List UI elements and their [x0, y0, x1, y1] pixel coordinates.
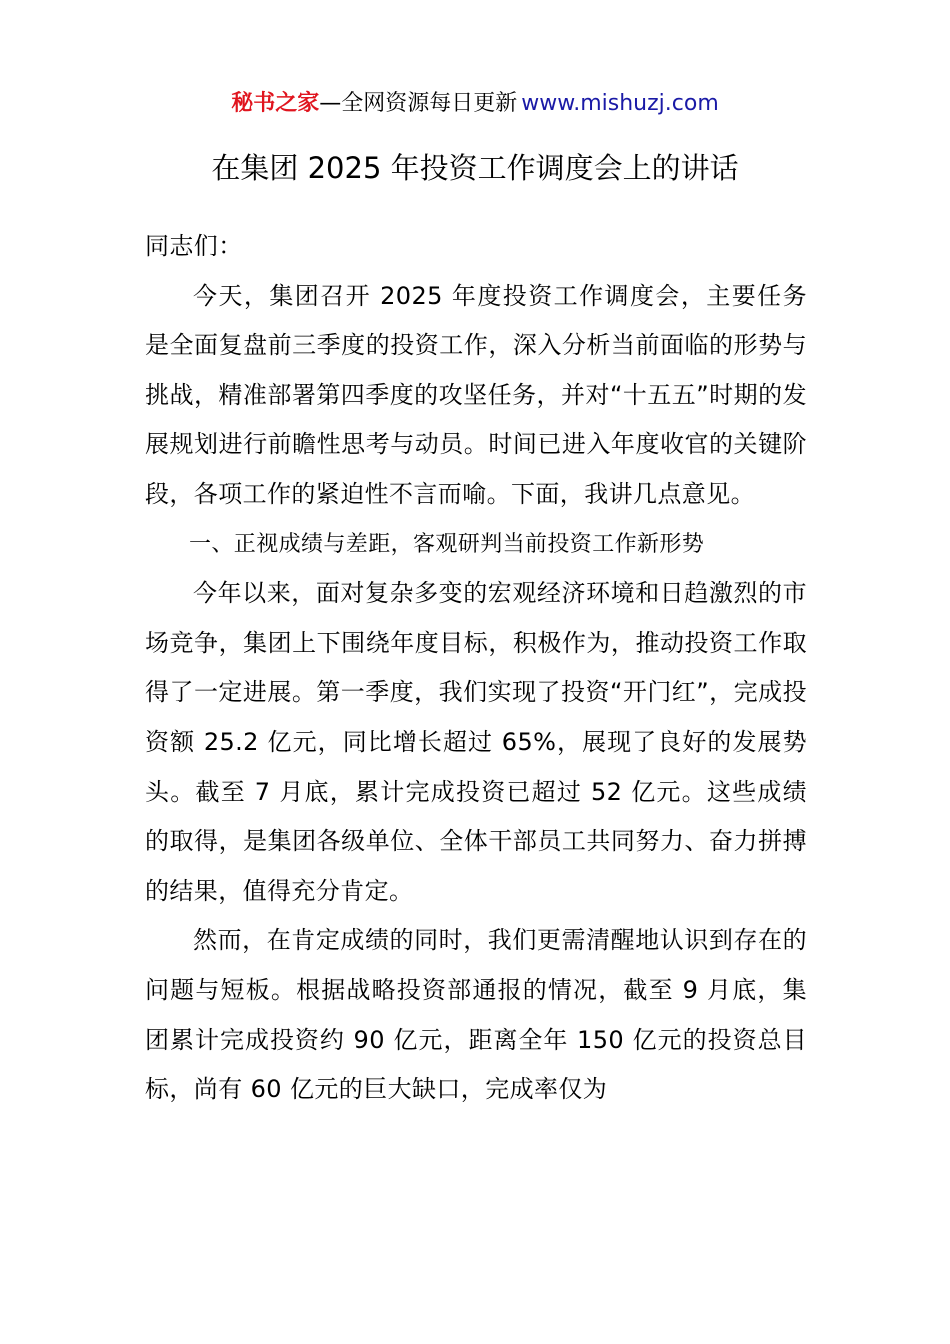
site-tagline: —全网资源每日更新 — [319, 91, 518, 116]
site-name: 秘书之家 — [231, 91, 320, 116]
section-heading-1: 一、正视成绩与差距，客观研判当前投资工作新形势 — [189, 531, 705, 557]
paragraph-problems: 然而，在肯定成绩的同时，我们更需清醒地认识到存在的问题与短板。根据战略投资部通报的情况，截至 9 月底，集团累计完成投资约 90 亿元，距离全年 150 亿元的投资总目标，尚有 60 亿元的巨大缺口，完成率仅为 — [145, 926, 807, 1104]
site-banner — [0, 88, 950, 120]
paragraph-intro: 今天，集团召开 2025 年度投资工作调度会，主要任务是全面复盘前三季度的投资工作，深入分析当前面临的形势与挑战，精准部署第四季度的攻坚任务，并对“十五五”时期的发展规划进行前瞻性思考与动员。时间已进入年度收官的关键阶段，各项工作的紧迫性不言而喻。下面，我讲几点意见。 — [145, 281, 807, 508]
paragraph-achievements: 今年以来，面对复杂多变的宏观经济环境和日趋激烈的市场竞争，集团上下围绕年度目标，积极作为，推动投资工作取得了一定进展。第一季度，我们实现了投资“开门红”，完成投资额 25.2 亿元，同比增长超过 65%，展现了良好的发展势头。截至 7 月底，累计完成投资已超过 52 亿元。这些成绩的取得，是集团各级单位、全体干部员工共同努力、奋力拼搏的结果，值得充分肯定。 — [145, 579, 807, 905]
salutation: 同志们： — [145, 232, 243, 260]
site-url-link[interactable]: www.mishuzj.com — [521, 91, 719, 116]
document-body — [145, 222, 807, 1115]
document-title: 在集团 2025 年投资工作调度会上的讲话 — [211, 151, 739, 185]
